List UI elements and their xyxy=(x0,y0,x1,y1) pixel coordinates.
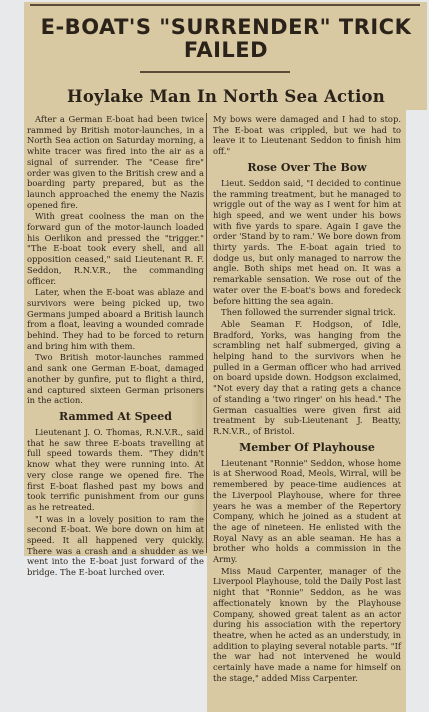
paragraph: Lieutenant "Ronnie" Seddon, whose home is at Sherwood Road, Meols, Wirral, will be remembered by peace-time audiences at the Liverpool Playhouse, where for three years he was a member of the Repertory Company, which he joined as a student at the age of nineteen. He enlisted with the Royal Navy as an able seaman. He has a brother who holds a commission in the Army. xyxy=(213,457,401,565)
paragraph: Then followed the surrender signal trick. xyxy=(221,307,396,318)
section-heading-rose: Rose Over The Bow xyxy=(247,160,367,174)
paragraph: Lieutenant J. O. Thomas, R.N.V.R., said that he saw three E-boats travelling at full speed towards them. "They didn't know what they were running into. At very close range we opened fire. The first E-boat flashed past my bows and took terrific punishment from our guns as he retreated. xyxy=(27,426,204,512)
left-column xyxy=(27,114,204,579)
section-heading-playhouse: Member Of Playhouse xyxy=(239,440,375,454)
paragraph: After a German E-boat had been twice rammed by British motor-launches, in a North Sea action on Saturday morning, a white tracer was fired into the air as a signal of surrender. The "Cease fire" order was given to the British crew and a boarding party prepared, but as the launch approached the enemy the Nazis opened fire. xyxy=(27,114,204,210)
paragraph: Two British motor-launches rammed and sank one German E-boat, damaged another by gunfire, put to flight a third, and captured sixteen German prisoners in the action. xyxy=(27,352,204,406)
paragraph: Miss Maud Carpenter, manager of the Liverpool Playhouse, told the Daily Post last night that "Ronnie" Seddon, as he was affectionately known by the Playhouse Company, showed great talent as an actor during his association with the repertory theatre, when he acted as an understudy, in addition to playing several notable parts. "If the war had not intervened he would certainly have made a name for himself on the stage," added Miss Carpenter. xyxy=(213,565,401,683)
column-rule xyxy=(206,113,207,553)
headline-line-2: FAILED xyxy=(183,38,269,62)
paragraph: With great coolness the man on the forward gun of the motor-launch loaded his Oerlikon and pressed the "trigger." "The E-boat took every shell, and all opposition ceased," said Lieutenant R. F. Seddon, R.N.V.R., the commanding officer. xyxy=(27,211,204,286)
headline-line-1: E-BOAT'S "SURRENDER" TRICK xyxy=(40,15,412,39)
paragraph: My bows were damaged and I had to stop. The E-boat was crippled, but we had to leave it to Lieutenant Seddon to finish him off." xyxy=(213,114,401,157)
headline xyxy=(30,16,422,62)
section-heading-rammed: Rammed At Speed xyxy=(59,409,172,423)
paragraph: Later, when the E-boat was ablaze and survivors were being picked up, two Germans jumped aboard a British launch from a float, leaving a wounded comrade behind. They had to be forced to return and bring him with them. xyxy=(27,287,204,351)
top-rule xyxy=(30,4,420,6)
subheadline: Hoylake Man In North Sea Action xyxy=(67,87,385,106)
paragraph: "I was in a lovely position to ram the second E-boat. We bore down on him at speed. It all happened very quickly. There was a crash and a shudder as we went into the E-boat just forward of the bridge. The E-boat lurched over. xyxy=(27,513,204,578)
paragraph: Lieut. Seddon said, "I decided to continue the ramming treatment, but he managed to wriggle out of the way as I went for him at high speed, and we went under his bows with five yards to spare. Again I gave the order 'Stand by to ram.' We bore down from thirty yards. The E-boat again tried to dodge us, but only managed to narrow the angle. Both ships met head on. It was a remarkable sensation. We rose out of the water over the E-boat's bows and foredeck before hitting the sea again. xyxy=(213,177,401,306)
paragraph: Able Seaman F. Hodgson, of Idle, Bradford, Yorks, was hanging from the scrambling net half submerged, giving a helping hand to the survivors when he pulled in a German officer who had arrived on board upside down. Hodgson exclaimed, "Not every day that a rating gets a chance of standing a 'two ringer' on his head." The German casualties were given first aid treatment by sub-Lieutenant J. Beatty, R.N.V.R., of Bristol. xyxy=(213,318,401,436)
headline-divider xyxy=(140,71,290,73)
right-column xyxy=(213,114,401,684)
